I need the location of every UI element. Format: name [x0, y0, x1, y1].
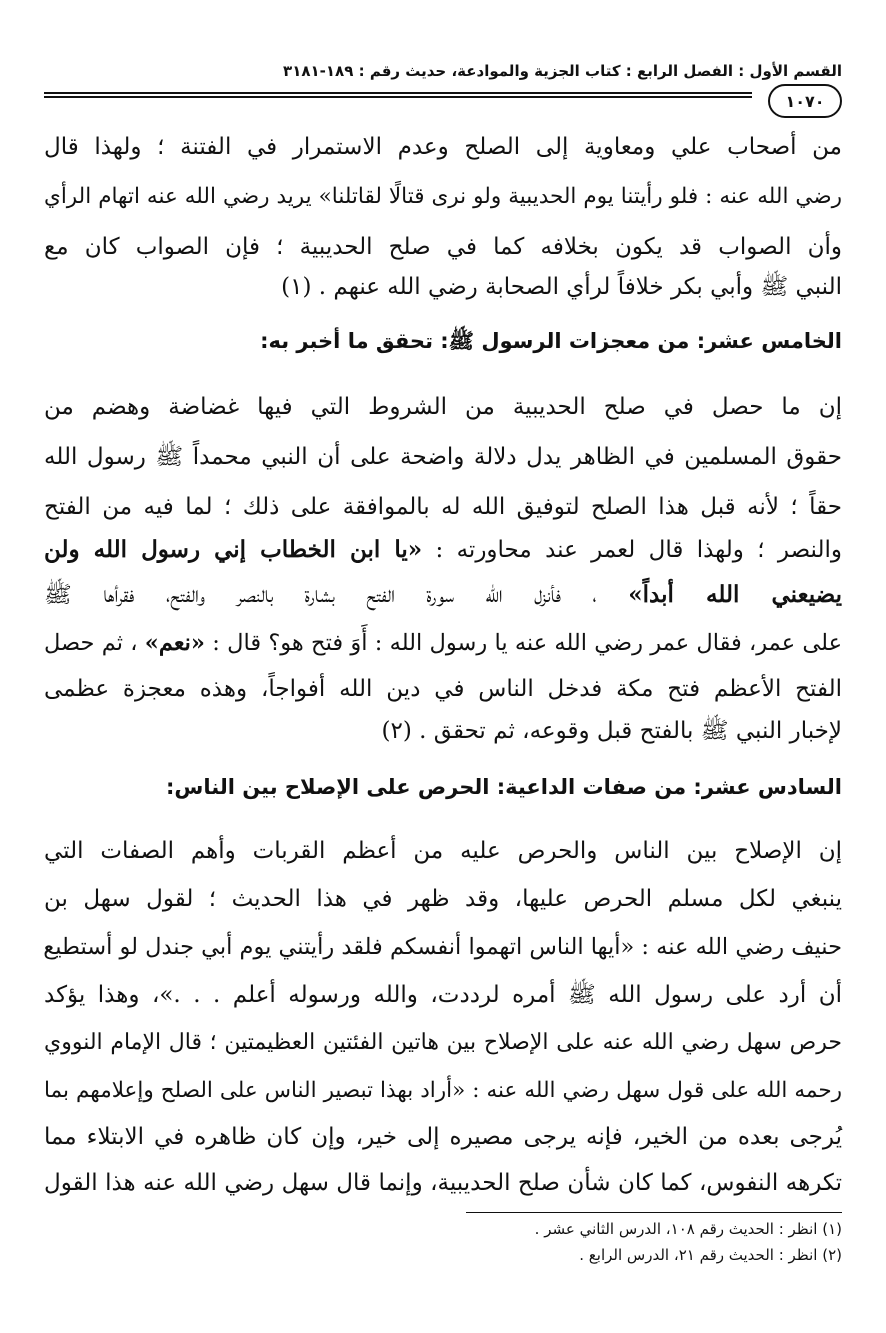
- text-line: [44, 525, 842, 575]
- hadith-quote: «نعم»: [144, 630, 205, 656]
- text-line: حقوق المسلمين في الظاهر يدل دلالة واضحة على أن النبي محمداً ﷺ رسول الله: [44, 444, 842, 470]
- footnote: (٢) انظر : الحديث رقم ٢١، الدرس الرابع .: [579, 1246, 842, 1264]
- text-line: لإخبار النبي ﷺ بالفتح قبل وقوعه، ثم تحقق . (٢): [381, 718, 842, 744]
- text-run: على عمر، فقال عمر رضي الله عنه يا رسول الله : أَوَ فتح هو؟ قال :: [212, 630, 843, 656]
- header-rule: [44, 92, 752, 98]
- text-line: [44, 618, 842, 668]
- text-line: رحمه الله على قول سهل رضي الله عنه : «أراد بهذا تبصير الناس على الصلح وإعلامهم بما: [44, 1078, 842, 1103]
- text-run: ، ثم حصل: [44, 630, 138, 656]
- text-line: ينبغي لكل مسلم الحرص عليها، وقد ظهر في هذا الحديث ؛ لقول سهل بن: [44, 886, 842, 912]
- text-line: حرص سهل رضي الله عنه على الإصلاح بين هاتين الفئتين العظيمتين ؛ قال الإمام النووي: [44, 1030, 842, 1055]
- running-header: القسم الأول : الفصل الرابع : كتاب الجزية والموادعة، حديث رقم : ١٨٩-٣١٨١: [283, 62, 842, 80]
- text-line: النبي ﷺ وأبي بكر خلافاً لرأي الصحابة رضي الله عنهم . (١): [281, 274, 842, 300]
- text-line: حنيف رضي الله عنه : «أيها الناس اتهموا أنفسكم فلقد رأيتني يوم أبي جندل لو أستطيع: [43, 934, 842, 960]
- text-line: [44, 570, 842, 620]
- text-line: من أصحاب علي ومعاوية إلى الصلح وعدم الاستمرار في الفتنة ؛ ولهذا قال: [44, 134, 842, 160]
- hadith-quote: يضيعني الله أبداً»: [628, 581, 842, 608]
- footnote-rule: [466, 1212, 842, 1213]
- section-heading: الخامس عشر: من معجزات الرسول ﷺ: تحقق ما أخبر به:: [260, 329, 842, 353]
- text-line: حقاً ؛ لأنه قبل هذا الصلح لتوفيق الله له بالموافقة على ذلك ؛ لما فيه من الفتح: [44, 494, 842, 520]
- page-number: ١٠٧٠: [768, 84, 842, 118]
- text-line: إن ما حصل في صلح الحديبية من الشروط التي فيها غضاضة وهضم من: [44, 394, 842, 420]
- text-line: يُرجى بعده من الخير، فإنه يرجى مصيره إلى خير، وإن كان ظاهره في الابتلاء مما: [44, 1124, 842, 1150]
- section-heading: السادس عشر: من صفات الداعية: الحرص على الإصلاح بين الناس:: [166, 775, 842, 799]
- text-line: الفتح الأعظم فتح مكة فدخل الناس في دين الله أفواجاً، وهذه معجزة عظمى: [44, 676, 842, 702]
- text-run: والنصر ؛ ولهذا قال لعمر عند محاورته :: [435, 537, 842, 563]
- text-line: إن الإصلاح بين الناس والحرص عليه من أعظم القربات وأهم الصفات التي: [44, 838, 842, 864]
- footnote: (١) انظر : الحديث رقم ١٠٨، الدرس الثاني عشر .: [534, 1220, 842, 1238]
- text-line: تكرهه النفوس، كما كان شأن صلح الحديبية، وإنما قال سهل رضي الله عنه هذا القول: [44, 1170, 842, 1196]
- hadith-quote: «يا ابن الخطاب إني رسول الله ولن: [44, 536, 423, 563]
- text-line: رضي الله عنه : فلو رأيتنا يوم الحديبية ولو نرى قتالًا لقاتلنا» يريد رضي الله عنه اتهام الرأي: [44, 184, 842, 209]
- text-run: ، فأنزل الله سورة الفتح بشارة بالنصر والفتح، فقرأها ﷺ: [44, 582, 597, 608]
- text-line: أن أرد على رسول الله ﷺ أمره لرددت، والله ورسوله أعلم . . .»، وهذا يؤكد: [44, 982, 842, 1008]
- text-line: وأن الصواب قد يكون بخلافه كما في صلح الحديبية ؛ فإن الصواب كان مع: [44, 234, 842, 260]
